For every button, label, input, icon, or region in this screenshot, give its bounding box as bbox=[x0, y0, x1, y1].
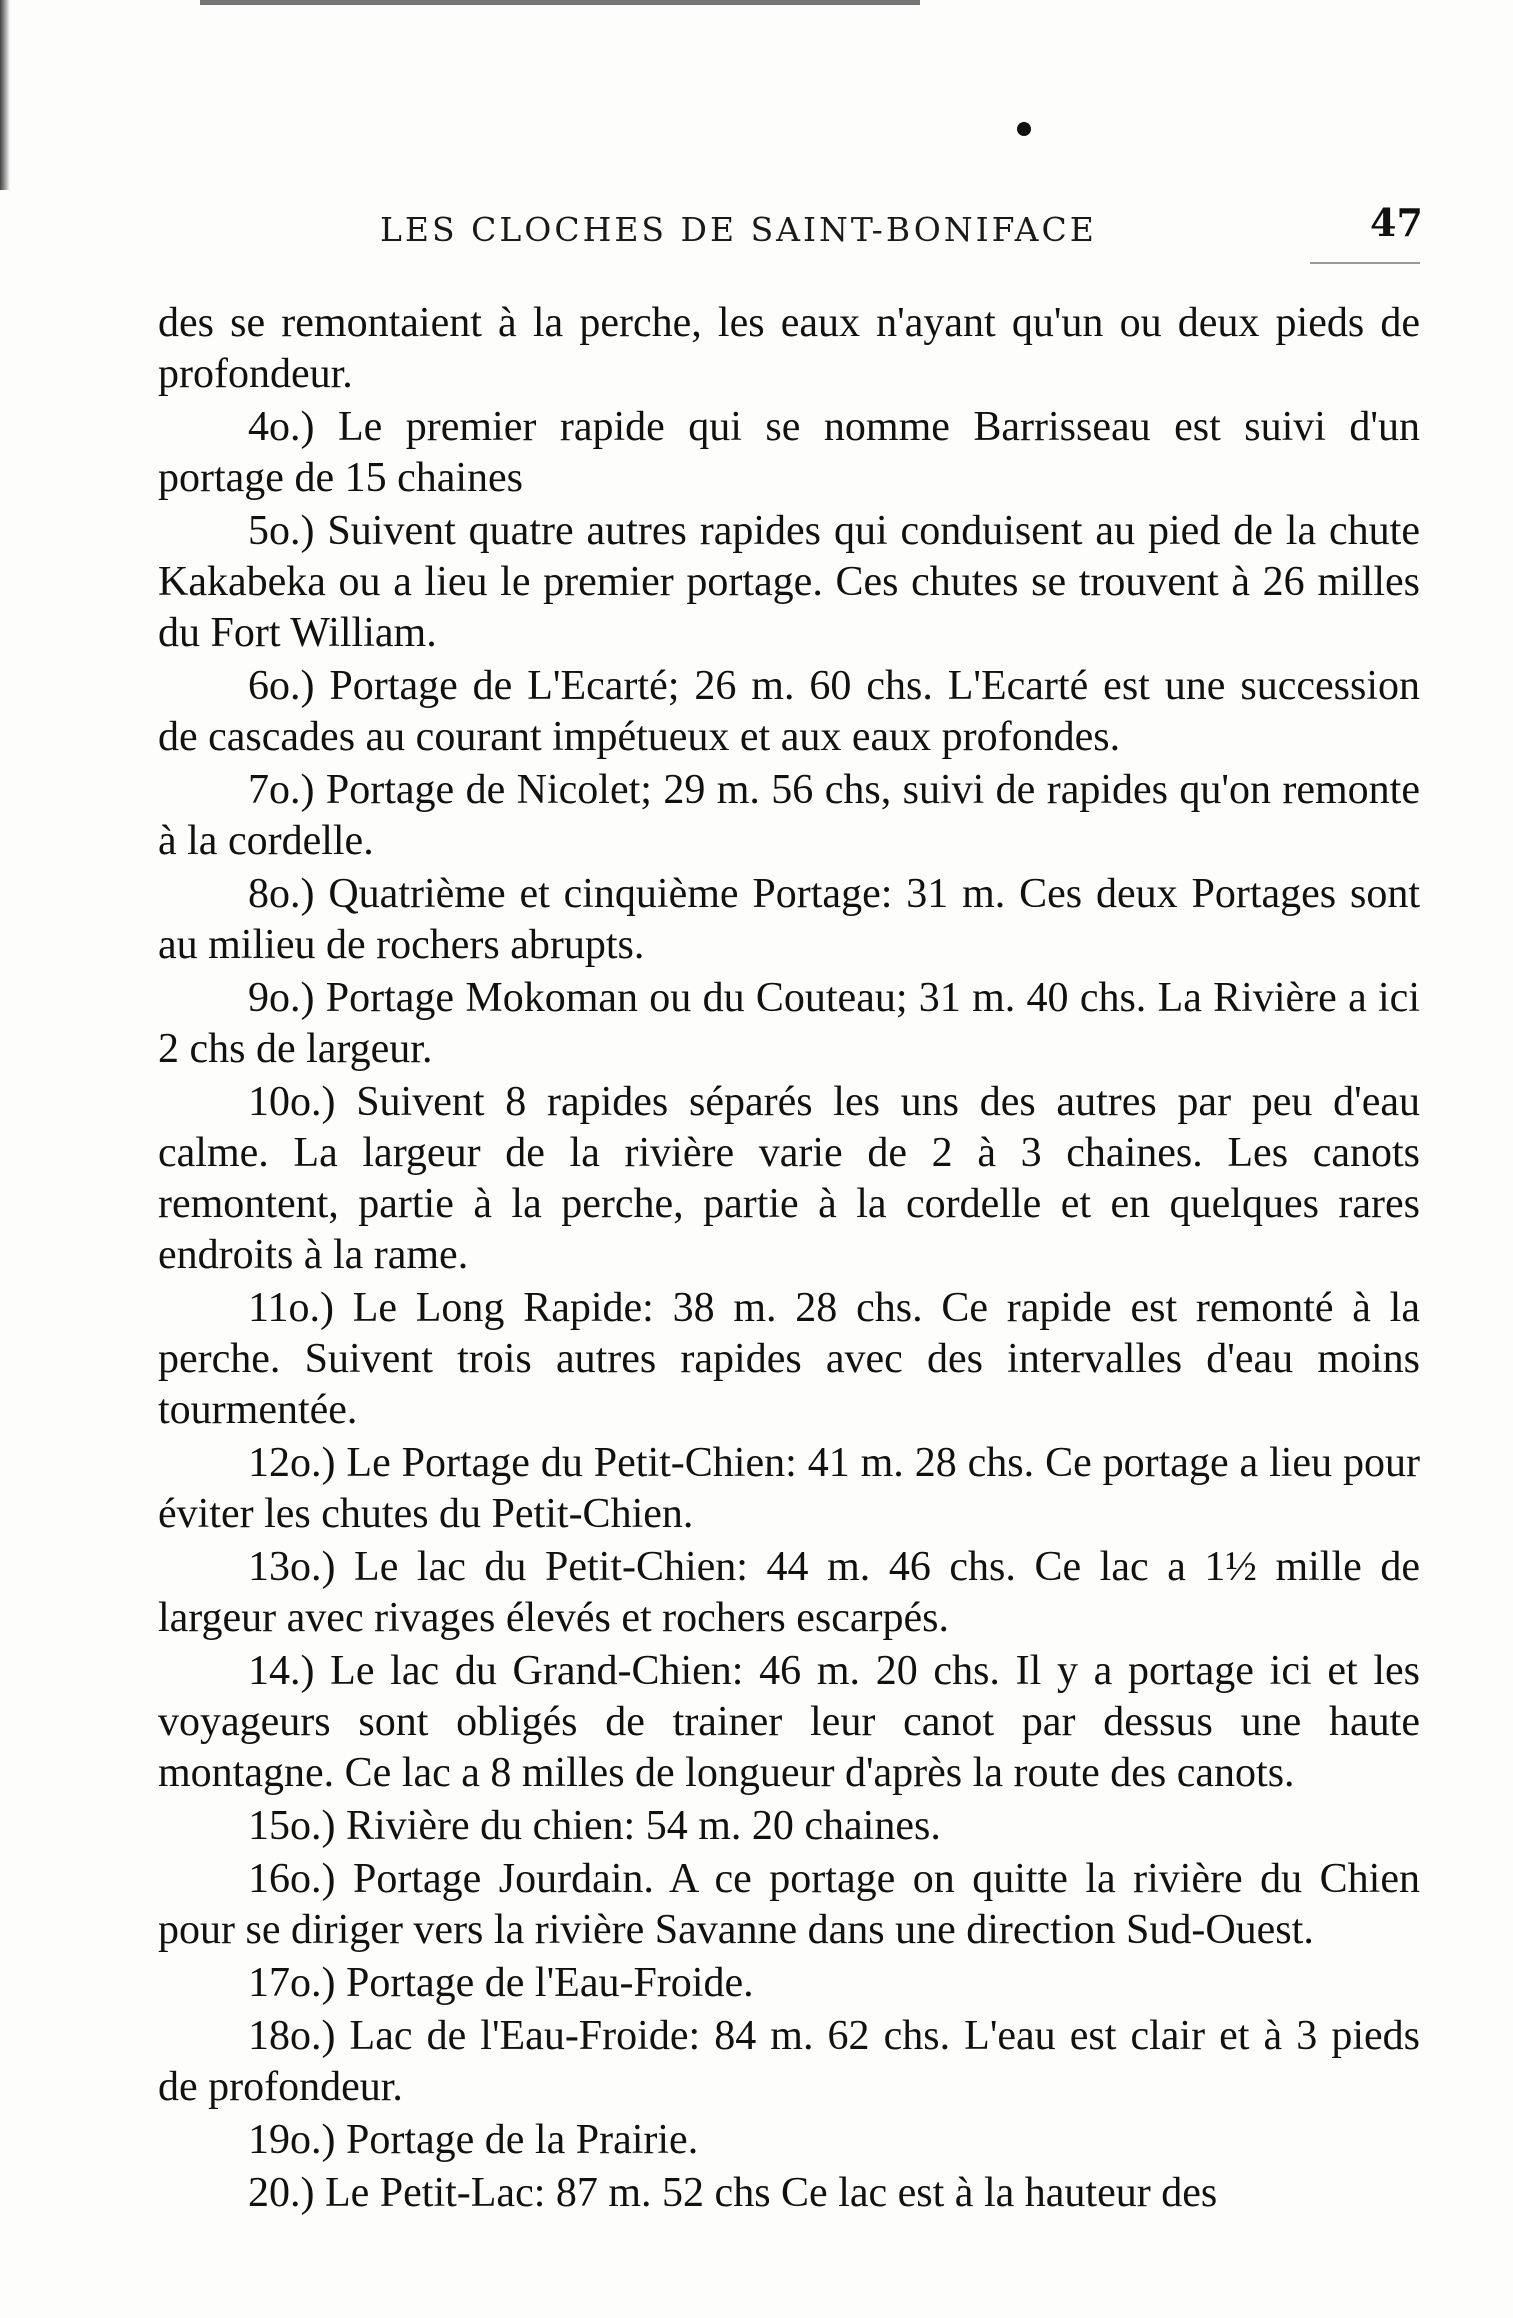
paragraph-item-9: 9o.) Portage Mokoman ou du Couteau; 31 m. 40 chs. La Rivière a ici 2 chs de largeur. bbox=[158, 975, 1420, 1072]
paragraph-continuation: des se remontaient à la perche, les eaux n'ayant qu'un ou deux pieds de profondeur. bbox=[158, 300, 1420, 397]
paragraph-item-8: 8o.) Quatrième et cinquième Portage: 31 m. Ces deux Portages sont au milieu de rochers abrupts. bbox=[158, 871, 1420, 968]
paragraph-item-11: 11o.) Le Long Rapide: 38 m. 28 chs. Ce rapide est remonté à la perche. Suivent trois autres rapides avec des intervalles d'eau moins tourmentée. bbox=[158, 1285, 1420, 1433]
ink-dot bbox=[1017, 122, 1031, 136]
paragraph-item-13: 13o.) Le lac du Petit-Chien: 44 m. 46 chs. Ce lac a 1½ mille de largeur avec rivages élevés et rochers escarpés. bbox=[158, 1544, 1420, 1641]
page-number: 47 bbox=[1370, 200, 1423, 245]
top-rule bbox=[200, 0, 920, 5]
running-title: LES CLOCHES DE SAINT-BONIFACE bbox=[380, 210, 1097, 249]
paragraph-item-5: 5o.) Suivent quatre autres rapides qui conduisent au pied de la chute Kakabeka ou a lieu le premier portage. Ces chutes se trouvent à 26 milles du Fort William. bbox=[158, 508, 1420, 656]
header-rule bbox=[1310, 262, 1420, 264]
binding-edge bbox=[0, 0, 10, 190]
paragraph-item-16: 16o.) Portage Jourdain. A ce portage on quitte la rivière du Chien pour se diriger vers la rivière Savanne dans une direction Sud-Ouest. bbox=[158, 1856, 1420, 1953]
paragraph-item-20: 20.) Le Petit-Lac: 87 m. 52 chs Ce lac est à la hauteur des bbox=[248, 2170, 1218, 2216]
running-head bbox=[0, 200, 1513, 260]
paragraph-item-6: 6o.) Portage de L'Ecarté; 26 m. 60 chs. L'Ecarté est une succession de cascades au courant impétueux et aux eaux profondes. bbox=[158, 663, 1420, 760]
paragraph-item-15: 15o.) Rivière du chien: 54 m. 20 chaines. bbox=[248, 1803, 941, 1849]
paragraph-item-12: 12o.) Le Portage du Petit-Chien: 41 m. 28 chs. Ce portage a lieu pour éviter les chutes du Petit-Chien. bbox=[158, 1440, 1420, 1537]
paragraph-item-17: 17o.) Portage de l'Eau-Froide. bbox=[248, 1960, 754, 2006]
paragraph-item-14: 14.) Le lac du Grand-Chien: 46 m. 20 chs. Il y a portage ici et les voyageurs sont obligés de trainer leur canot par dessus une haute montagne. Ce lac a 8 milles de longueur d'après la route des canots. bbox=[158, 1648, 1420, 1796]
body-text bbox=[158, 298, 1420, 2221]
paragraph-item-19: 19o.) Portage de la Prairie. bbox=[248, 2117, 699, 2163]
paragraph-item-7: 7o.) Portage de Nicolet; 29 m. 56 chs, suivi de rapides qu'on remonte à la cordelle. bbox=[158, 767, 1420, 864]
paragraph-item-10: 10o.) Suivent 8 rapides séparés les uns des autres par peu d'eau calme. La largeur de la rivière varie de 2 à 3 chaines. Les canots remontent, partie à la perche, partie à la cordelle et en quelques rares endroits à la rame. bbox=[158, 1079, 1420, 1278]
paragraph-item-18: 18o.) Lac de l'Eau-Froide: 84 m. 62 chs. L'eau est clair et à 3 pieds de profondeur. bbox=[158, 2013, 1420, 2110]
paragraph-item-4: 4o.) Le premier rapide qui se nomme Barrisseau est suivi d'un portage de 15 chaines bbox=[158, 404, 1420, 501]
